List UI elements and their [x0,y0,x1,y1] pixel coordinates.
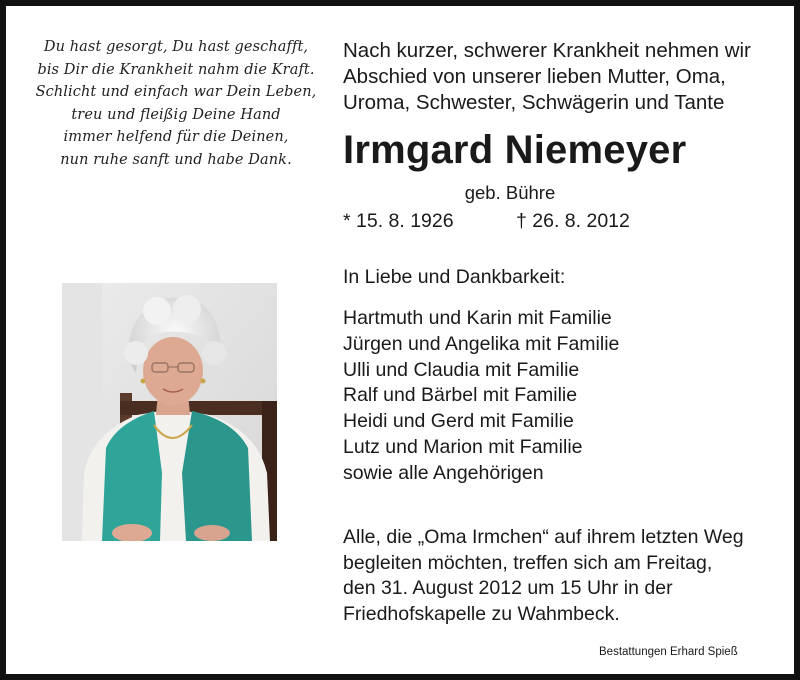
intro-line: Nach kurzer, schwerer Krankheit nehmen wir [343,39,751,62]
birth-date: * 15. 8. 1926 [343,210,454,232]
list-item: Ralf und Bärbel mit Familie [343,384,578,407]
notice-line: begleiten möchten, treffen sich am Freitag, [343,551,713,574]
portrait-photo [62,283,277,541]
funeral-notice [343,525,744,627]
list-item: Heidi und Gerd mit Familie [343,410,574,433]
list-item: Hartmuth und Karin mit Familie [343,307,612,329]
poem-line: nun ruhe sanft und habe Dank. [60,151,292,168]
closing-phrase: In Liebe und Dankbarkeit: [343,266,566,288]
poem-line: bis Dir die Krankheit nahm die Kraft. [37,61,315,78]
notice-line: Alle, die „Oma Irmchen“ auf ihrem letzten Weg [343,526,744,548]
intro-line: Uroma, Schwester, Schwägerin und Tante [343,91,725,114]
deceased-name: Irmgard Niemeyer [343,128,687,172]
announcement-intro [343,38,783,116]
mourners-list [343,306,619,487]
poem-line: Schlicht und einfach war Dein Leben, [35,84,317,100]
poem-line: Du hast gesorgt, Du hast geschafft, [43,39,309,55]
notice-line: Friedhofskapelle zu Wahmbeck. [343,602,620,625]
list-item: Jürgen und Angelika mit Familie [343,332,620,355]
notice-line: den 31. August 2012 um 15 Uhr in der [343,577,673,599]
memorial-poem [26,36,326,171]
poem-line: treu und fleißig Deine Hand [71,106,281,123]
poem-line: immer helfend für die Deinen, [63,129,289,145]
death-date: † 26. 8. 2012 [516,210,630,232]
birth-name: geb. Bühre [464,182,556,203]
intro-line: Abschied von unserer lieben Mutter, Oma, [343,65,726,88]
list-item: sowie alle Angehörigen [343,461,544,484]
undertaker-credit: Bestattungen Erhard Spieß [599,646,738,658]
list-item: Lutz und Marion mit Familie [343,435,583,458]
list-item: Ulli und Claudia mit Familie [343,358,580,381]
